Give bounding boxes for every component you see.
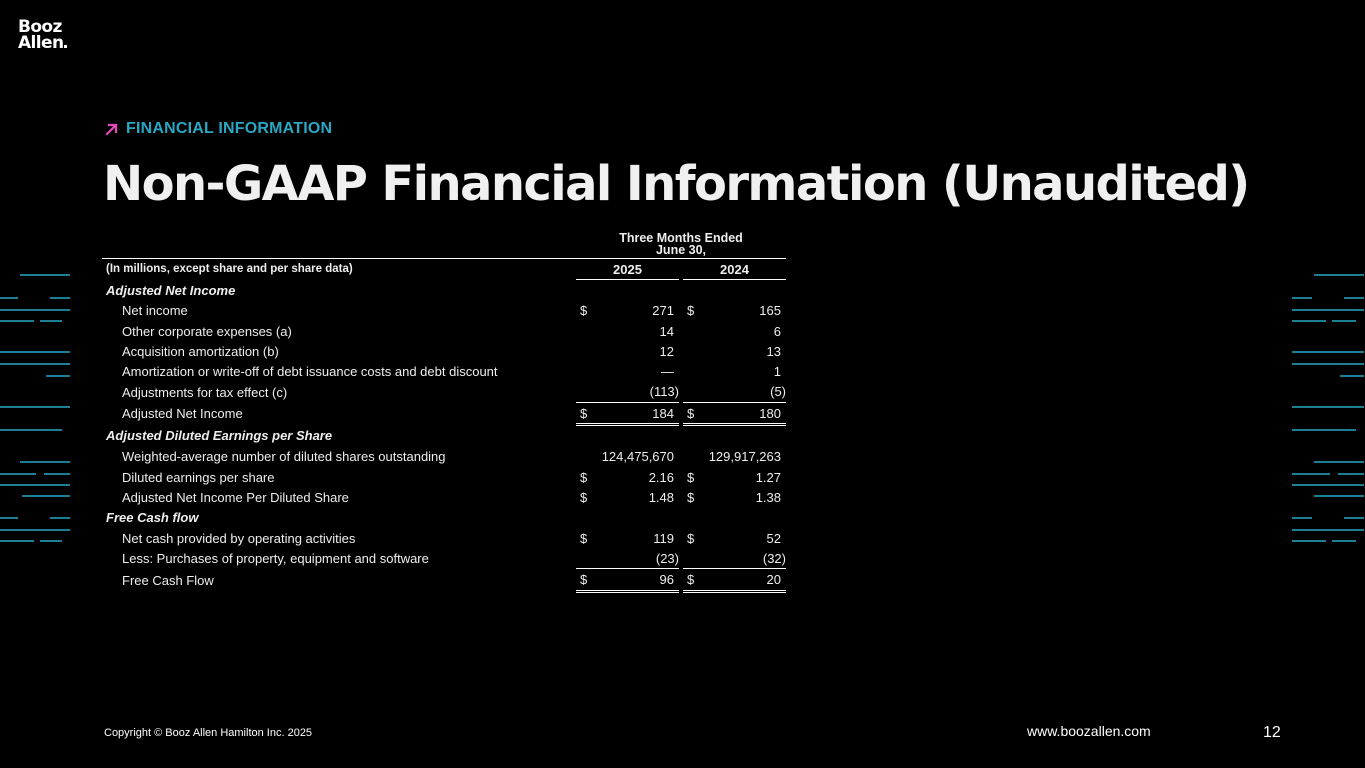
currency-symbol <box>576 382 600 403</box>
section-header-row <box>102 280 786 301</box>
decorative-lines-left <box>0 270 72 550</box>
table-row <box>102 447 786 467</box>
value-2025: 14 <box>659 323 674 339</box>
row-label: Weighted-average number of diluted shares outstanding <box>122 449 446 465</box>
currency-symbol <box>683 361 707 381</box>
section-label: Free Cash flow <box>106 510 199 526</box>
currency-symbol <box>576 361 600 381</box>
value-2025: 96 <box>600 569 679 591</box>
spacer <box>707 425 786 447</box>
table-row <box>102 528 786 548</box>
currency-symbol: $ <box>683 403 707 425</box>
value-2025: (113) <box>600 382 679 403</box>
currency-symbol <box>576 447 600 467</box>
brand-logo <box>18 19 67 51</box>
table-row <box>102 569 786 591</box>
period-header: Three Months Ended June 30, <box>619 231 743 257</box>
value-2025: 124,475,670 <box>601 449 674 465</box>
section-label: Adjusted Diluted Earnings per Share <box>106 428 333 444</box>
value-2025: 271 <box>652 303 674 319</box>
value-2025: 184 <box>600 403 679 425</box>
table-row <box>102 301 786 321</box>
currency-symbol: $ <box>580 530 588 546</box>
spacer <box>600 425 679 447</box>
value-2024: 52 <box>766 530 781 546</box>
year-header-1: 2025 <box>576 259 679 280</box>
table-row <box>102 548 786 569</box>
table-row <box>102 382 786 403</box>
value-2024: 13 <box>766 343 781 359</box>
currency-symbol: $ <box>576 569 600 591</box>
year-header-2: 2024 <box>683 259 786 280</box>
copyright-notice: Copyright © Booz Allen Hamilton Inc. 2025 <box>104 727 313 739</box>
row-label: Adjustments for tax effect (c) <box>122 384 288 400</box>
row-label: Amortization or write-off of debt issuance costs and debt discount <box>122 364 498 380</box>
currency-symbol: $ <box>580 303 588 319</box>
row-label: Net cash provided by operating activities <box>122 530 356 546</box>
table-row <box>102 467 786 487</box>
currency-symbol: $ <box>683 569 707 591</box>
section-eyebrow <box>104 120 332 138</box>
row-label: Adjusted Net Income <box>122 406 243 422</box>
currency-symbol <box>683 548 707 569</box>
currency-symbol <box>683 382 707 403</box>
table-header-period <box>102 232 786 259</box>
value-2024: 165 <box>759 303 781 319</box>
section-header-row <box>102 425 786 447</box>
value-2024: (5) <box>707 382 786 403</box>
currency-symbol <box>576 341 600 361</box>
currency-symbol: $ <box>580 469 588 485</box>
section-label: Adjusted Net Income <box>106 282 236 298</box>
value-2024: 129,917,263 <box>708 449 781 465</box>
currency-symbol <box>683 321 707 341</box>
value-2025: (23) <box>600 548 679 569</box>
spacer <box>600 280 679 301</box>
value-2024: 6 <box>773 323 781 339</box>
spacer <box>576 280 600 301</box>
row-label: Acquisition amortization (b) <box>122 343 279 359</box>
table-row <box>102 341 786 361</box>
page-title: Non-GAAP Financial Information (Unaudited) <box>103 156 1249 212</box>
currency-symbol: $ <box>687 469 695 485</box>
logo-line-1: Booz <box>18 17 62 37</box>
value-2024: 1.38 <box>755 489 781 505</box>
eyebrow-label: FINANCIAL INFORMATION <box>126 120 333 137</box>
value-2025: 119 <box>653 530 674 546</box>
row-label: Less: Purchases of property, equipment and software <box>122 551 429 567</box>
table-row <box>102 361 786 381</box>
spacer <box>683 280 707 301</box>
spacer <box>707 508 786 528</box>
value-2024: 1.27 <box>755 469 781 485</box>
row-label: Adjusted Net Income Per Diluted Share <box>122 489 349 505</box>
units-note: (In millions, except share and per share data) <box>102 259 570 280</box>
currency-symbol <box>683 341 707 361</box>
row-label: Free Cash Flow <box>122 572 214 588</box>
section-header-row <box>102 508 786 528</box>
spacer <box>600 508 679 528</box>
currency-symbol: $ <box>580 489 588 505</box>
value-2025: 12 <box>659 343 674 359</box>
value-2025: 2.16 <box>648 469 674 485</box>
logo-line-2: Allen <box>18 35 67 51</box>
currency-symbol: $ <box>687 303 695 319</box>
spacer <box>683 425 707 447</box>
page-number: 12 <box>1263 724 1281 741</box>
currency-symbol <box>683 447 707 467</box>
currency-symbol: $ <box>687 530 695 546</box>
spacer <box>683 508 707 528</box>
non-gaap-table <box>102 232 786 593</box>
table-row <box>102 321 786 341</box>
arrow-up-right-icon <box>104 122 120 136</box>
value-2024: 20 <box>707 569 786 591</box>
currency-symbol <box>576 548 600 569</box>
website-link[interactable]: www.boozallen.com <box>1027 723 1151 739</box>
spacer <box>707 280 786 301</box>
row-label: Other corporate expenses (a) <box>122 323 292 339</box>
table-header-years <box>102 259 786 280</box>
table-row <box>102 487 786 507</box>
value-2024: 180 <box>707 403 786 425</box>
row-label: Diluted earnings per share <box>122 469 275 485</box>
value-2024: (32) <box>707 548 786 569</box>
value-2024: 1 <box>773 364 781 380</box>
currency-symbol <box>576 321 600 341</box>
currency-symbol: $ <box>576 403 600 425</box>
decorative-lines-right <box>1292 270 1365 550</box>
table-row <box>102 403 786 425</box>
currency-symbol: $ <box>687 489 695 505</box>
value-2025: 1.48 <box>648 489 674 505</box>
value-2025: — <box>661 364 674 380</box>
spacer <box>576 425 600 447</box>
row-label: Net income <box>122 303 188 319</box>
spacer <box>576 508 600 528</box>
